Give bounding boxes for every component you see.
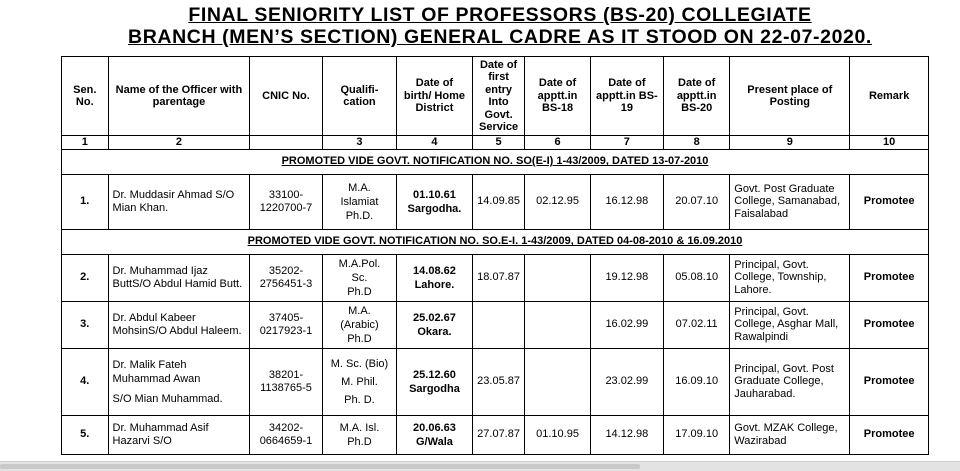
bs20-date: 17.09.10 xyxy=(664,415,730,454)
header-date-of-birth: Date of birth/ Home District xyxy=(397,57,473,136)
bs19-date: 16.12.98 xyxy=(590,174,663,229)
col-number: 5 xyxy=(472,136,525,150)
cnic: 37405-0217923-1 xyxy=(250,301,322,348)
col-number xyxy=(250,136,322,150)
qualification: M.A. Isl. Ph.D xyxy=(322,415,396,454)
qualification: M.A. Islamiat Ph.D. xyxy=(322,174,396,229)
posting: Principal, Govt. Post Graduate College, Jauharabad. xyxy=(730,348,850,415)
table-row xyxy=(62,301,929,348)
sen-no: 5. xyxy=(62,415,109,454)
date-of-birth: 20.06.63 G/Wala xyxy=(397,415,473,454)
bs20-date: 20.07.10 xyxy=(664,174,730,229)
bs18-date xyxy=(525,254,590,301)
bs18-date xyxy=(525,348,590,415)
header-officer-name: Name of the Officer with parentage xyxy=(108,57,250,136)
remark: Promotee xyxy=(850,174,929,229)
remark: Promotee xyxy=(850,301,929,348)
sen-no: 3. xyxy=(62,301,109,348)
section-heading: PROMOTED VIDE GOVT. NOTIFICATION NO. SO.E-I. 1-43/2009, DATED 04-08-2010 & 16.09.2010 xyxy=(247,235,743,248)
bs20-date: 07.02.11 xyxy=(664,301,730,348)
bs19-date: 14.12.98 xyxy=(590,415,663,454)
table-row xyxy=(62,415,929,454)
officer-name: Dr. Muddasir Ahmad S/O Mian Khan. xyxy=(108,174,250,229)
col-number: 2 xyxy=(108,136,250,150)
sen-no: 2. xyxy=(62,254,109,301)
date-of-birth: 25.02.67 Okara. xyxy=(397,301,473,348)
bs19-date: 16.02.99 xyxy=(590,301,663,348)
col-number: 3 xyxy=(322,136,396,150)
qualification: M. Sc. (Bio) M. Phil. Ph. D. xyxy=(322,348,396,415)
first-entry-date: 18.07.87 xyxy=(472,254,525,301)
col-number: 9 xyxy=(730,136,850,150)
section-heading-row xyxy=(62,229,929,254)
officer-name: Dr. Muhammad Ijaz ButtS/O Abdul Hamid Butt. xyxy=(108,254,250,301)
header-bs19: Date of apptt.in BS-19 xyxy=(590,57,663,136)
document-title-line-1: FINAL SENIORITY LIST OF PROFESSORS (BS-20) COLLEGIATE xyxy=(188,4,812,26)
column-number-row xyxy=(62,136,929,150)
header-row xyxy=(62,57,929,136)
col-number: 4 xyxy=(397,136,473,150)
header-bs18: Date of apptt.in BS-18 xyxy=(525,57,590,136)
header-remark: Remark xyxy=(850,57,929,136)
header-bs20: Date of apptt.in BS-20 xyxy=(664,57,730,136)
cnic: 33100-1220700-7 xyxy=(250,174,322,229)
first-entry-date: 27.07.87 xyxy=(472,415,525,454)
header-sen-no: Sen. No. xyxy=(62,57,109,136)
cnic: 38201-1138765-5 xyxy=(250,348,322,415)
header-posting: Present place of Posting xyxy=(730,57,850,136)
section-heading: PROMOTED VIDE GOVT. NOTIFICATION NO. SO(E-I) 1-43/2009, DATED 13-07-2010 xyxy=(281,155,709,168)
cnic: 35202-2756451-3 xyxy=(250,254,322,301)
bs18-date xyxy=(525,301,590,348)
first-entry-date: 23.05.87 xyxy=(472,348,525,415)
scrollbar-thumb[interactable] xyxy=(0,464,640,469)
remark: Promotee xyxy=(850,415,929,454)
header-qualification: Qualifi-cation xyxy=(322,57,396,136)
bs18-date: 01.10.95 xyxy=(525,415,590,454)
posting: Govt. MZAK College, Wazirabad xyxy=(730,415,850,454)
col-number: 6 xyxy=(525,136,590,150)
qualification: M.A.Pol. Sc. Ph.D xyxy=(322,254,396,301)
bs20-date: 05.08.10 xyxy=(664,254,730,301)
section-heading-row xyxy=(62,149,929,174)
posting: Principal, Govt. College, Asghar Mall, Rawalpindi xyxy=(730,301,850,348)
remark: Promotee xyxy=(850,348,929,415)
col-number: 7 xyxy=(590,136,663,150)
remark: Promotee xyxy=(850,254,929,301)
horizontal-scrollbar[interactable] xyxy=(0,461,960,471)
table-row xyxy=(62,174,929,229)
posting: Principal, Govt. College, Township, Lahore. xyxy=(730,254,850,301)
officer-name: Dr. Abdul Kabeer MohsinS/O Abdul Haleem. xyxy=(108,301,250,348)
cnic: 34202-0664659-1 xyxy=(250,415,322,454)
officer-name: Dr. Malik Fateh Muhammad Awan S/O Mian Muhammad. xyxy=(108,348,250,415)
date-of-birth: 25.12.60 Sargodha xyxy=(397,348,473,415)
officer-name: Dr. Muhammad Asif Hazarvi S/O xyxy=(108,415,250,454)
date-of-birth: 14.08.62 Lahore. xyxy=(397,254,473,301)
bs19-date: 19.12.98 xyxy=(590,254,663,301)
table-row xyxy=(62,254,929,301)
first-entry-date: 14.09.85 xyxy=(472,174,525,229)
bs20-date: 16.09.10 xyxy=(664,348,730,415)
posting: Govt. Post Graduate College, Samanabad, Faisalabad xyxy=(730,174,850,229)
header-first-entry: Date of first entry Into Govt. Service xyxy=(472,57,525,136)
seniority-table xyxy=(61,56,929,455)
col-number: 1 xyxy=(62,136,109,150)
document-title-line-2: BRANCH (MEN’S SECTION) GENERAL CADRE AS IT STOOD ON 22-07-2020. xyxy=(128,26,872,48)
col-number: 10 xyxy=(850,136,929,150)
qualification: M.A. (Arabic) Ph.D xyxy=(322,301,396,348)
date-of-birth: 01.10.61 Sargodha. xyxy=(397,174,473,229)
sen-no: 4. xyxy=(62,348,109,415)
bs18-date: 02.12.95 xyxy=(525,174,590,229)
header-cnic: CNIC No. xyxy=(250,57,322,136)
bs19-date: 23.02.99 xyxy=(590,348,663,415)
col-number: 8 xyxy=(664,136,730,150)
table-row xyxy=(62,348,929,415)
first-entry-date xyxy=(472,301,525,348)
sen-no: 1. xyxy=(62,174,109,229)
